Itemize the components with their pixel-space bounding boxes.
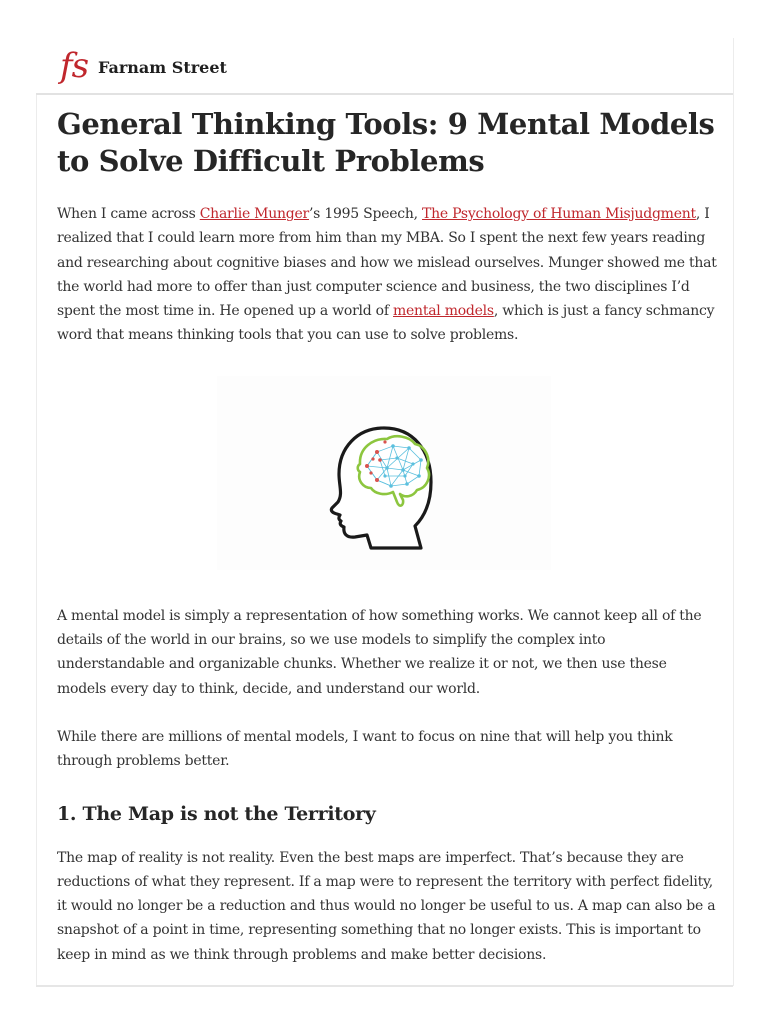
article-illustration <box>217 376 551 570</box>
paragraph-mental-model-definition: A mental model is simply a representation of how something works. We cannot keep all of the details of the world in our brains, so we use models to simplify the complex into understandable and organizable chunks. Whether we realize it or not, we then use these models every day to think, decide, and understand our world. <box>57 607 702 697</box>
charlie-munger-link[interactable]: Charlie Munger <box>199 206 309 222</box>
site-logo[interactable]: fs <box>60 46 89 86</box>
bottom-divider <box>36 985 733 987</box>
intro-text-2: ’s 1995 Speech, <box>308 206 423 222</box>
head-brain-icon <box>217 376 551 570</box>
article-title: General Thinking Tools: 9 Mental Models to Solve Difficult Problems <box>57 107 715 178</box>
psychology-of-misjudgment-link[interactable]: The Psychology of Human Misjudgment <box>422 206 696 222</box>
paragraph-nine-models: While there are millions of mental models, I want to focus on nine that will help you think through problems better. <box>57 728 673 770</box>
site-name[interactable]: Farnam Street <box>98 58 227 77</box>
intro-text-1: When I came across <box>57 206 200 222</box>
paragraph-map-territory: The map of reality is not reality. Even the best maps are imperfect. That’s because they are reductions of what they represent. If a map were to represent the territory with perfect fidelity, it would no longer be a reduction and thus would no longer be useful to us. A map can also be a snapshot of a point in time, representing something that no longer exists. This is important to keep in mind as we think through problems and make better decisions. <box>57 849 716 963</box>
section-heading-map-territory: 1. The Map is not the Territory <box>57 802 376 825</box>
article <box>57 106 717 967</box>
site-header <box>36 38 733 95</box>
mental-models-link[interactable]: mental models <box>393 303 494 320</box>
intro-text-4: , which is just a fancy schmancy word that means thinking tools that you can use to solve problems. <box>57 303 715 344</box>
intro-text-3: , I realized that I could learn more from him than my MBA. So I spent the next few years reading and researching about cognitive biases and how we mislead ourselves. Munger showed me that the world had more to offer than just computer science and business, the two disciplines I’d spent the most time in. He opened up a world of <box>57 206 717 320</box>
intro-paragraph <box>57 202 717 348</box>
